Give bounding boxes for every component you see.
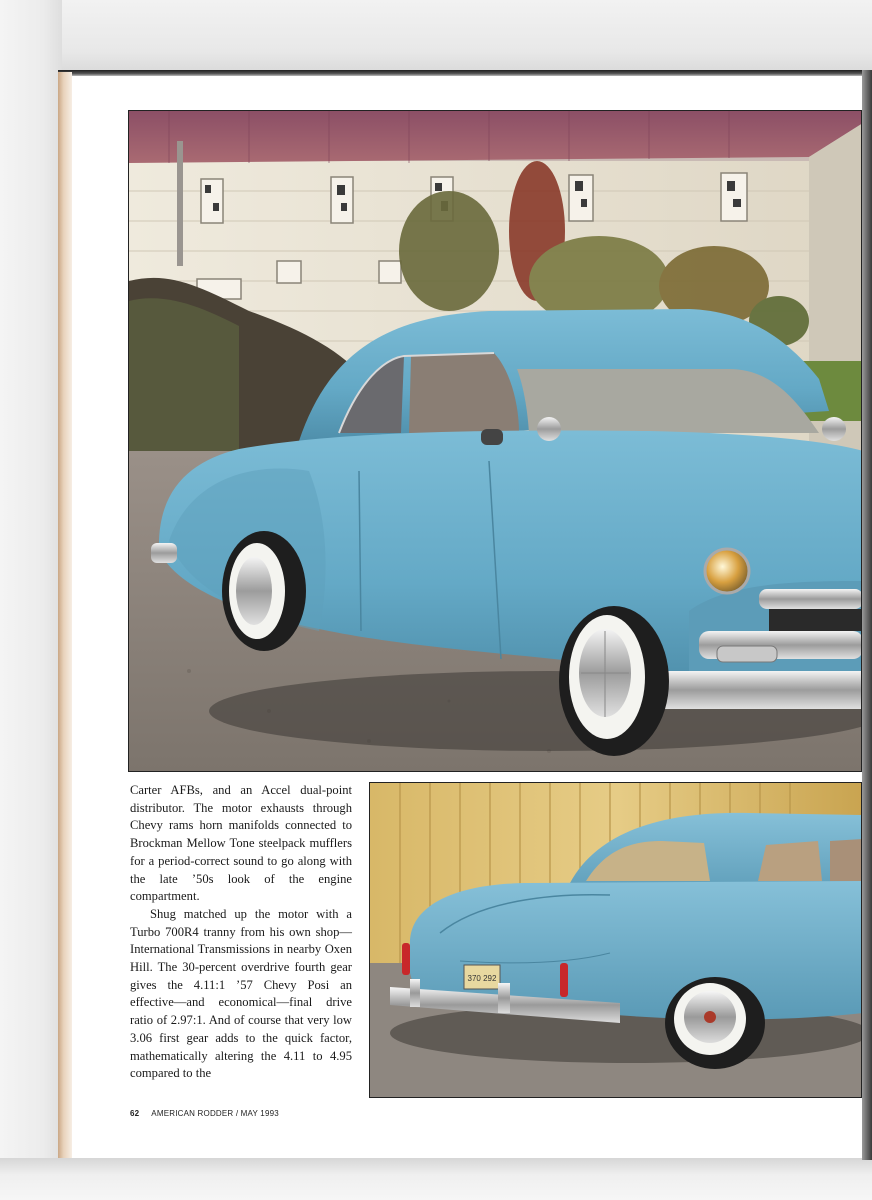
article-body bbox=[130, 782, 352, 1083]
article-paragraph: Carter AFBs, and an Accel dual-point distributor. The motor exhausts through Chevy rams horn manifolds connected to Brockman Mellow Tone steelpack mufflers for a period-correct sound to go along with the late ’50s look of the engine compartment. bbox=[130, 783, 352, 904]
magazine-credit: AMERICAN RODDER / MAY 1993 bbox=[151, 1109, 279, 1118]
rear-license-plate: 370 292 bbox=[467, 974, 497, 983]
page-footer bbox=[130, 1109, 279, 1118]
page-number: 62 bbox=[130, 1109, 140, 1118]
article-paragraph: Shug matched up the motor with a Turbo 700R4 tranny from his own shop—International Transmissions in nearby Oxen Hill. The 30-percent overdrive fourth gear gives the 4.11:1 ’57 Chevy Posi an effective—and economical—final drive ratio of 2.97:1. And of course that very low 3.06 first gear adds to the quick factor, mathematically altering the 4.11 to 4.95 compared to the bbox=[130, 906, 352, 1081]
page-binding bbox=[862, 70, 872, 1160]
car-front-photo bbox=[128, 110, 862, 772]
scanner-margin-top bbox=[0, 0, 872, 74]
scanner-margin-bottom bbox=[0, 1158, 872, 1200]
car-rear-photo bbox=[369, 782, 862, 1098]
page-edge-top bbox=[58, 70, 872, 76]
scanner-margin-left bbox=[0, 0, 62, 1200]
page-edge-left bbox=[58, 72, 72, 1158]
